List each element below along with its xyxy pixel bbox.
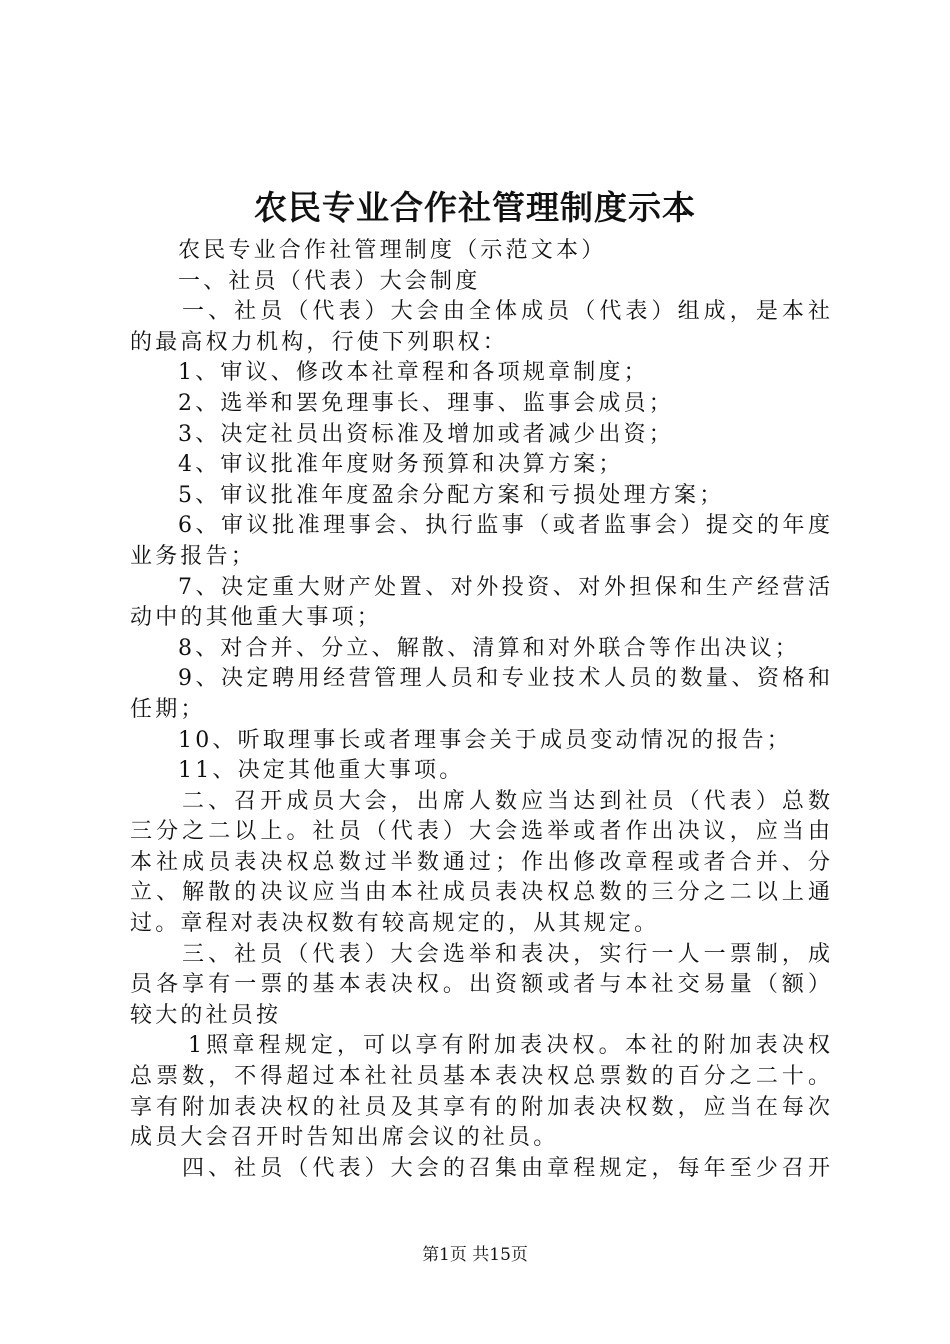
body-line: 享有附加表决权的社员及其享有的附加表决权数，应当在每次 <box>130 1094 830 1120</box>
body-line: 一、社员（代表）大会由全体成员（代表）组成，是本社 <box>182 299 830 325</box>
body-line: 动中的其他重大事项； <box>130 605 383 631</box>
body-line-section-heading: 一、社员（代表）大会制度 <box>178 268 481 294</box>
list-item: 2、选举和罢免理事长、理事、监事会成员； <box>178 390 674 416</box>
list-item: 4、审议批准年度财务预算和决算方案； <box>178 452 624 478</box>
body-line: 成员大会召开时告知出席会议的社员。 <box>130 1125 559 1151</box>
body-line: 本社成员表决权总数过半数通过；作出修改章程或者合并、分 <box>130 849 830 875</box>
body-line: 较大的社员按 <box>130 1002 282 1028</box>
page-number-footer: 第1页 共15页 <box>422 1245 528 1265</box>
body-line: 的最高权力机构，行使下列职权： <box>130 329 509 355</box>
list-item: 11、决定其他重大事项。 <box>178 758 465 784</box>
document-title: 农民专业合作社管理制度示本 <box>254 188 696 227</box>
body-line: 过。章程对表决权数有较高规定的，从其规定。 <box>130 911 660 937</box>
document-body <box>130 236 830 1184</box>
body-line: 总票数，不得超过本社社员基本表决权总票数的百分之二十。 <box>130 1064 830 1090</box>
list-item: 3、决定社员出资标准及增加或者减少出资； <box>178 421 674 447</box>
body-line: 任期； <box>130 696 206 722</box>
body-line: 三分之二以上。社员（代表）大会选举或者作出决议，应当由 <box>130 819 830 845</box>
body-line: 四、社员（代表）大会的召集由章程规定，每年至少召开 <box>182 1155 830 1181</box>
list-item: 7、决定重大财产处置、对外投资、对外担保和生产经营活 <box>178 574 830 600</box>
body-line: 1照章程规定，可以享有附加表决权。本社的附加表决权 <box>188 1033 830 1059</box>
body-line: 三、社员（代表）大会选举和表决，实行一人一票制，成 <box>182 941 830 967</box>
body-line-subtitle: 农民专业合作社管理制度（示范文本） <box>178 238 607 263</box>
body-line: 员各享有一票的基本表决权。出资额或者与本社交易量（额） <box>130 972 830 998</box>
list-item: 10、听取理事长或者理事会关于成员变动情况的报告； <box>178 727 792 753</box>
body-line: 立、解散的决议应当由本社成员表决权总数的三分之二以上通 <box>130 880 830 906</box>
body-line: 二、召开成员大会，出席人数应当达到社员（代表）总数 <box>182 788 830 814</box>
list-item: 6、审议批准理事会、执行监事（或者监事会）提交的年度 <box>178 513 830 539</box>
list-item: 1、审议、修改本社章程和各项规章制度； <box>178 360 649 386</box>
body-line: 业务报告； <box>130 543 257 569</box>
list-item: 9、决定聘用经营管理人员和专业技术人员的数量、资格和 <box>178 666 830 692</box>
list-item: 8、对合并、分立、解散、清算和对外联合等作出决议； <box>178 635 800 661</box>
list-item: 5、审议批准年度盈余分配方案和亏损处理方案； <box>178 482 725 508</box>
